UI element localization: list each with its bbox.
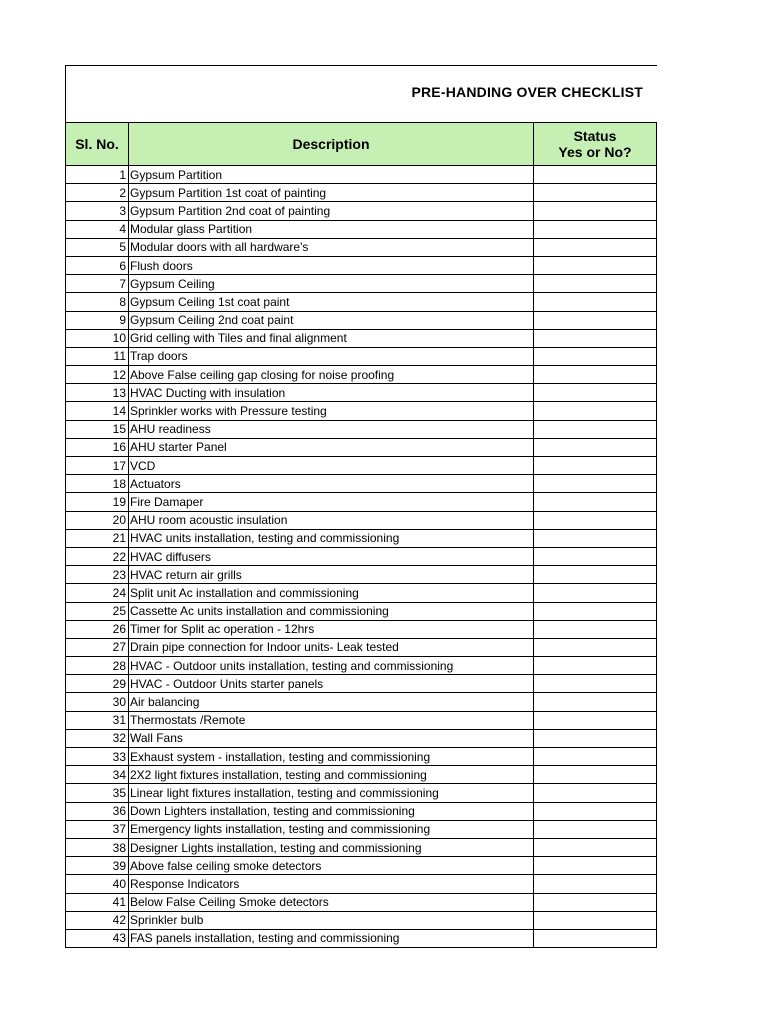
row-status-cell[interactable] <box>534 238 657 256</box>
table-row <box>66 511 657 529</box>
row-number: 27 <box>66 638 129 656</box>
row-description: Below False Ceiling Smoke detectors <box>129 893 534 911</box>
table-row <box>66 402 657 420</box>
row-number: 13 <box>66 384 129 402</box>
row-status-cell[interactable] <box>534 202 657 220</box>
row-number: 42 <box>66 911 129 929</box>
row-number: 30 <box>66 693 129 711</box>
table-row <box>66 875 657 893</box>
row-description: Linear light fixtures installation, testing and commissioning <box>129 784 534 802</box>
row-description: Above False ceiling gap closing for noise proofing <box>129 366 534 384</box>
row-number: 2 <box>66 184 129 202</box>
row-status-cell[interactable] <box>534 166 657 184</box>
row-description: Split unit Ac installation and commissioning <box>129 584 534 602</box>
row-status-cell[interactable] <box>534 402 657 420</box>
row-description: FAS panels installation, testing and commissioning <box>129 929 534 947</box>
row-status-cell[interactable] <box>534 911 657 929</box>
row-number: 9 <box>66 311 129 329</box>
table-row <box>66 729 657 747</box>
row-number: 34 <box>66 766 129 784</box>
row-number: 12 <box>66 366 129 384</box>
table-row <box>66 584 657 602</box>
row-description: 2X2 light fixtures installation, testing and commissioning <box>129 766 534 784</box>
row-description: Designer Lights installation, testing and commissioning <box>129 838 534 856</box>
row-description: HVAC diffusers <box>129 547 534 565</box>
row-description: Modular glass Partition <box>129 220 534 238</box>
row-number: 32 <box>66 729 129 747</box>
row-number: 15 <box>66 420 129 438</box>
table-row <box>66 857 657 875</box>
row-status-cell[interactable] <box>534 256 657 274</box>
row-number: 28 <box>66 657 129 675</box>
row-status-cell[interactable] <box>534 857 657 875</box>
row-status-cell[interactable] <box>534 311 657 329</box>
row-number: 6 <box>66 256 129 274</box>
row-number: 21 <box>66 529 129 547</box>
row-number: 38 <box>66 838 129 856</box>
table-row <box>66 220 657 238</box>
table-row <box>66 911 657 929</box>
row-status-cell[interactable] <box>534 748 657 766</box>
row-status-cell[interactable] <box>534 693 657 711</box>
row-description: Flush doors <box>129 256 534 274</box>
row-description: Gypsum Partition <box>129 166 534 184</box>
table-row <box>66 838 657 856</box>
table-row <box>66 766 657 784</box>
row-number: 14 <box>66 402 129 420</box>
table-row <box>66 366 657 384</box>
row-number: 16 <box>66 438 129 456</box>
row-number: 24 <box>66 584 129 602</box>
row-status-cell[interactable] <box>534 457 657 475</box>
table-row <box>66 384 657 402</box>
table-row <box>66 893 657 911</box>
row-status-cell[interactable] <box>534 820 657 838</box>
row-number: 7 <box>66 275 129 293</box>
row-description: Cassette Ac units installation and commissioning <box>129 602 534 620</box>
row-number: 31 <box>66 711 129 729</box>
table-row <box>66 438 657 456</box>
row-number: 4 <box>66 220 129 238</box>
row-status-cell[interactable] <box>534 657 657 675</box>
row-status-cell[interactable] <box>534 875 657 893</box>
row-number: 1 <box>66 166 129 184</box>
table-row <box>66 820 657 838</box>
row-status-cell[interactable] <box>534 711 657 729</box>
table-row <box>66 693 657 711</box>
row-status-cell[interactable] <box>534 638 657 656</box>
row-status-cell[interactable] <box>534 893 657 911</box>
row-number: 22 <box>66 547 129 565</box>
row-number: 5 <box>66 238 129 256</box>
row-description: Exhaust system - installation, testing and commissioning <box>129 748 534 766</box>
row-description: HVAC - Outdoor Units starter panels <box>129 675 534 693</box>
row-description: Air balancing <box>129 693 534 711</box>
table-row <box>66 275 657 293</box>
row-description: Response Indicators <box>129 875 534 893</box>
row-number: 39 <box>66 857 129 875</box>
header-slno: Sl. No. <box>66 123 129 166</box>
row-status-cell[interactable] <box>534 511 657 529</box>
checklist-table <box>65 122 657 948</box>
table-row <box>66 748 657 766</box>
row-description: Grid celling with Tiles and final alignment <box>129 329 534 347</box>
row-status-cell[interactable] <box>534 838 657 856</box>
row-number: 23 <box>66 566 129 584</box>
row-status-cell[interactable] <box>534 766 657 784</box>
row-description: Wall Fans <box>129 729 534 747</box>
table-row <box>66 802 657 820</box>
row-description: Sprinkler works with Pressure testing <box>129 402 534 420</box>
row-status-cell[interactable] <box>534 329 657 347</box>
table-row <box>66 329 657 347</box>
row-description: Gypsum Partition 1st coat of painting <box>129 184 534 202</box>
row-status-cell[interactable] <box>534 184 657 202</box>
table-row <box>66 929 657 947</box>
table-row <box>66 529 657 547</box>
row-description: AHU room acoustic insulation <box>129 511 534 529</box>
row-number: 29 <box>66 675 129 693</box>
row-description: Modular doors with all hardware's <box>129 238 534 256</box>
row-status-cell[interactable] <box>534 802 657 820</box>
table-row <box>66 711 657 729</box>
row-status-cell[interactable] <box>534 293 657 311</box>
row-description: Gypsum Ceiling 1st coat paint <box>129 293 534 311</box>
table-row <box>66 256 657 274</box>
row-number: 3 <box>66 202 129 220</box>
header-status-line1: Status <box>573 128 617 144</box>
row-description: Down Lighters installation, testing and commissioning <box>129 802 534 820</box>
table-row <box>66 293 657 311</box>
row-description: Gypsum Ceiling 2nd coat paint <box>129 311 534 329</box>
row-number: 25 <box>66 602 129 620</box>
row-description: Timer for Split ac operation - 12hrs <box>129 620 534 638</box>
row-description: Drain pipe connection for Indoor units- Leak tested <box>129 638 534 656</box>
row-number: 10 <box>66 329 129 347</box>
row-status-cell[interactable] <box>534 784 657 802</box>
row-status-cell[interactable] <box>534 475 657 493</box>
row-description: AHU starter Panel <box>129 438 534 456</box>
table-row <box>66 602 657 620</box>
table-row <box>66 184 657 202</box>
row-description: Trap doors <box>129 347 534 365</box>
row-status-cell[interactable] <box>534 602 657 620</box>
table-row <box>66 493 657 511</box>
row-status-cell[interactable] <box>534 929 657 947</box>
row-description: Thermostats /Remote <box>129 711 534 729</box>
row-number: 17 <box>66 457 129 475</box>
row-number: 20 <box>66 511 129 529</box>
checklist-body <box>66 166 657 948</box>
row-number: 18 <box>66 475 129 493</box>
header-status <box>534 123 657 166</box>
row-number: 11 <box>66 347 129 365</box>
table-row <box>66 347 657 365</box>
row-status-cell[interactable] <box>534 220 657 238</box>
table-row <box>66 547 657 565</box>
row-description: HVAC units installation, testing and commissioning <box>129 529 534 547</box>
table-row <box>66 566 657 584</box>
row-status-cell[interactable] <box>534 620 657 638</box>
row-description: VCD <box>129 457 534 475</box>
row-description: HVAC - Outdoor units installation, testing and commissioning <box>129 657 534 675</box>
table-row <box>66 675 657 693</box>
row-number: 43 <box>66 929 129 947</box>
row-status-cell[interactable] <box>534 275 657 293</box>
row-description: HVAC return air grills <box>129 566 534 584</box>
header-description: Description <box>129 123 534 166</box>
table-row <box>66 166 657 184</box>
row-status-cell[interactable] <box>534 366 657 384</box>
row-status-cell[interactable] <box>534 675 657 693</box>
header-row <box>66 123 657 166</box>
table-row <box>66 475 657 493</box>
row-description: HVAC Ducting with insulation <box>129 384 534 402</box>
table-row <box>66 202 657 220</box>
row-status-cell[interactable] <box>534 584 657 602</box>
row-number: 35 <box>66 784 129 802</box>
header-status-line2: Yes or No? <box>558 144 632 160</box>
row-description: Fire Damaper <box>129 493 534 511</box>
row-number: 33 <box>66 748 129 766</box>
row-number: 40 <box>66 875 129 893</box>
row-number: 36 <box>66 802 129 820</box>
row-status-cell[interactable] <box>534 384 657 402</box>
row-description: Gypsum Partition 2nd coat of painting <box>129 202 534 220</box>
table-row <box>66 620 657 638</box>
page-title: PRE-HANDING OVER CHECKLIST <box>411 84 643 100</box>
checklist-sheet <box>65 65 657 948</box>
row-number: 8 <box>66 293 129 311</box>
row-description: AHU readiness <box>129 420 534 438</box>
table-row <box>66 457 657 475</box>
row-status-cell[interactable] <box>534 529 657 547</box>
table-row <box>66 784 657 802</box>
row-status-cell[interactable] <box>534 420 657 438</box>
table-row <box>66 638 657 656</box>
row-number: 41 <box>66 893 129 911</box>
table-row <box>66 311 657 329</box>
row-description: Sprinkler bulb <box>129 911 534 929</box>
row-number: 19 <box>66 493 129 511</box>
row-status-cell[interactable] <box>534 547 657 565</box>
row-description: Gypsum Ceiling <box>129 275 534 293</box>
row-status-cell[interactable] <box>534 729 657 747</box>
row-status-cell[interactable] <box>534 566 657 584</box>
table-row <box>66 657 657 675</box>
row-number: 37 <box>66 820 129 838</box>
row-status-cell[interactable] <box>534 347 657 365</box>
row-status-cell[interactable] <box>534 493 657 511</box>
row-description: Above false ceiling smoke detectors <box>129 857 534 875</box>
title-row <box>66 65 657 122</box>
table-row <box>66 420 657 438</box>
row-status-cell[interactable] <box>534 438 657 456</box>
row-description: Actuators <box>129 475 534 493</box>
row-number: 26 <box>66 620 129 638</box>
table-row <box>66 238 657 256</box>
row-description: Emergency lights installation, testing and commissioning <box>129 820 534 838</box>
